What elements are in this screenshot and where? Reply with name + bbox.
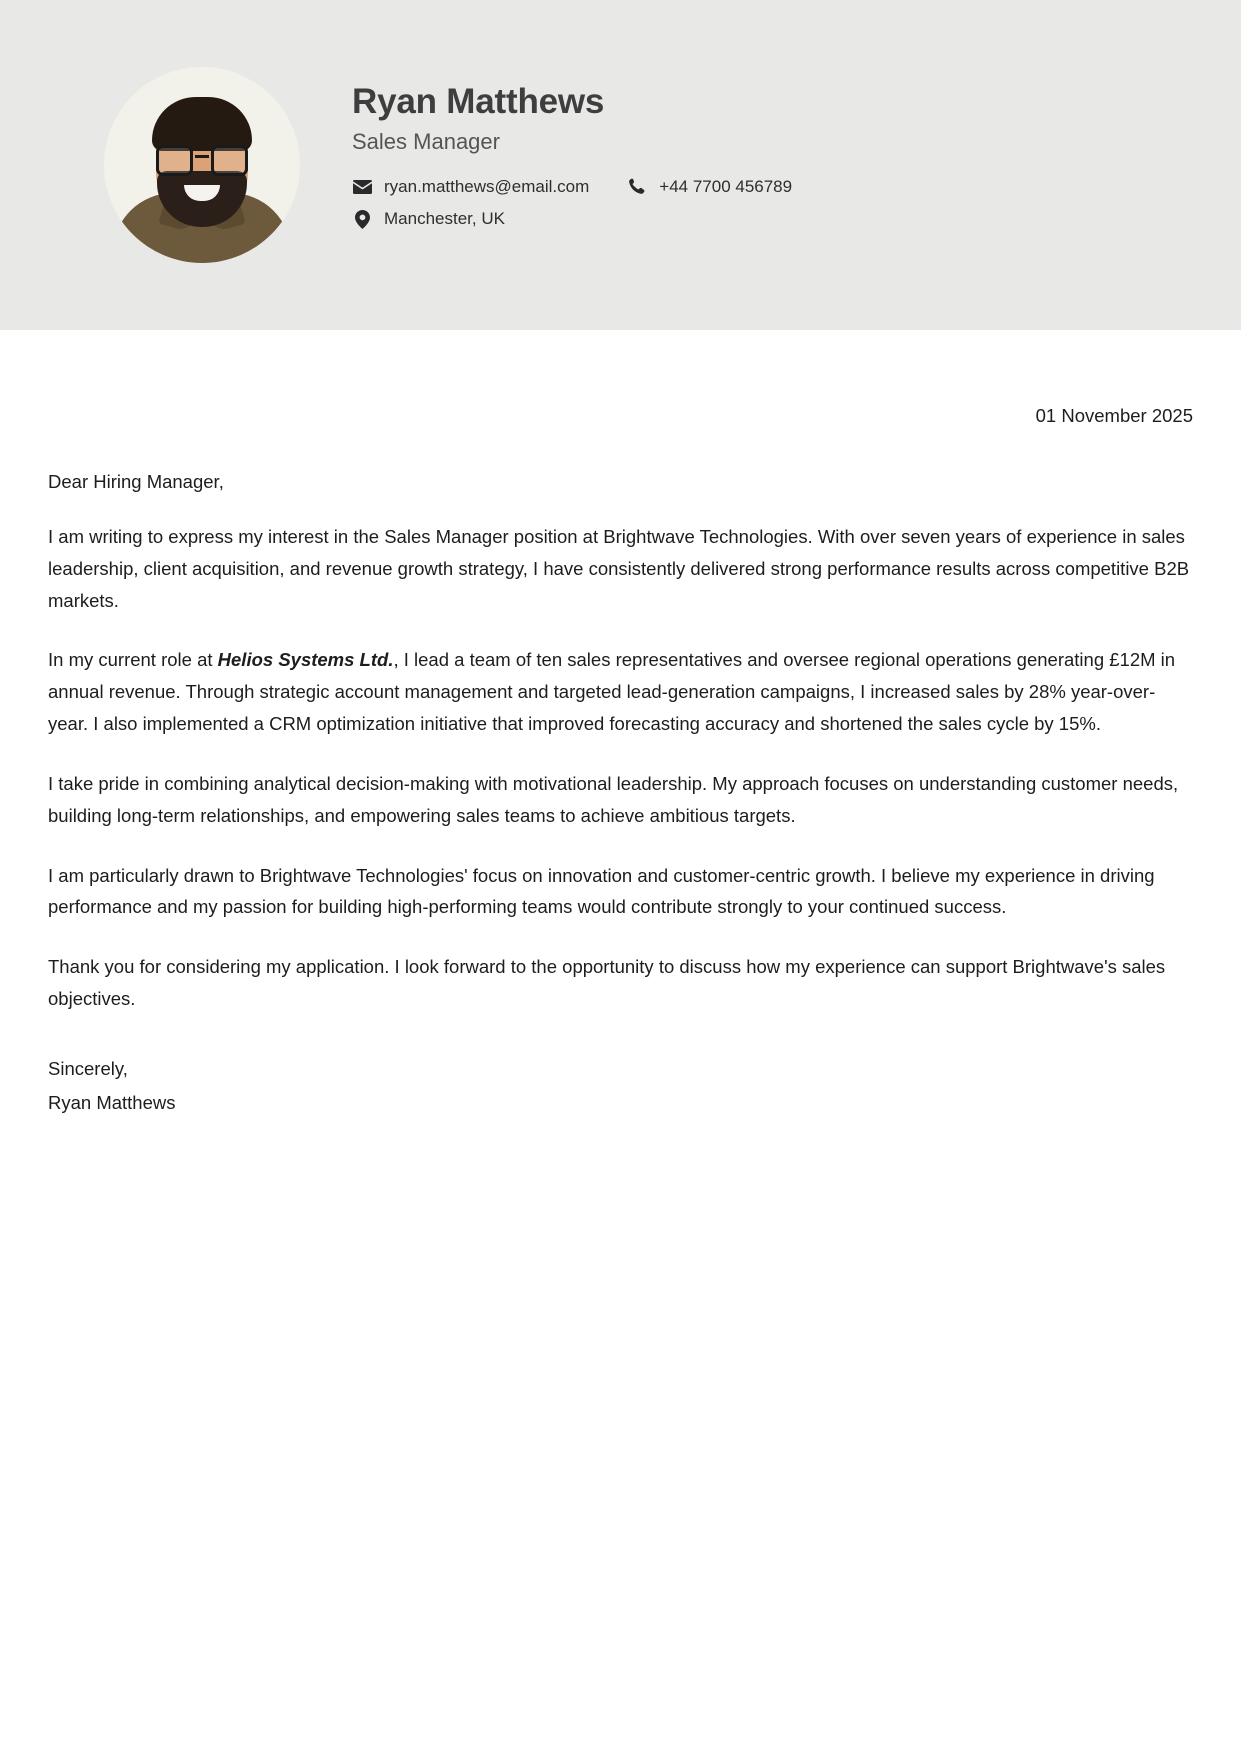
contact-details xyxy=(352,177,792,229)
letter-date: 01 November 2025 xyxy=(1035,405,1193,426)
avatar-glasses-bridge xyxy=(195,155,209,158)
candidate-name: Ryan Matthews xyxy=(352,81,605,121)
paragraph-2-company: Helios Systems Ltd. xyxy=(217,649,394,671)
contact-location-text: Manchester, UK xyxy=(384,209,505,229)
avatar-glasses-right xyxy=(211,145,248,176)
candidate-job-title: Sales Manager xyxy=(352,129,500,155)
letter-paragraph-1: I am writing to express my interest in the Sales Manager position at Brightwave Technologies. With over seven years of experience in sales leadership, client acquisition, and revenue growth strategy, I have consistently delivered strong performance results across competitive B2B markets. xyxy=(48,526,1190,611)
contact-phone[interactable] xyxy=(627,177,792,197)
paragraph-2-lead: In my current role at xyxy=(48,649,218,671)
letter-closing xyxy=(48,1053,1193,1119)
envelope-icon xyxy=(352,178,373,197)
avatar xyxy=(104,67,300,263)
letter-sign-off: Sincerely, xyxy=(48,1057,128,1079)
paragraph-2-rest: , I lead a team of ten sales representatives and oversee regional operations generating £12M in annual revenue. Through strategic account management and targeted lead-generation campaigns, I increased sales by 28% year-over-year. I also implemented a CRM optimization initiative that improved forecasting accuracy and shortened the sales cycle by 15%. xyxy=(48,649,1176,735)
contact-phone-text: +44 7700 456789 xyxy=(659,177,793,197)
letter-header xyxy=(0,0,1241,330)
letter-paragraph-5: Thank you for considering my application. I look forward to the opportunity to discuss how my experience can support Brightwave's sales objectives. xyxy=(48,956,1166,1009)
phone-icon xyxy=(627,178,648,197)
letter-paragraph-4: I am particularly drawn to Brightwave Technologies' focus on innovation and customer-centric growth. I believe my experience in driving performance and my passion for building high-performing teams would contribute strongly to your continued success. xyxy=(48,864,1155,918)
letter-body xyxy=(0,405,1241,1118)
contact-location xyxy=(352,209,505,229)
letter-salutation: Dear Hiring Manager, xyxy=(48,471,224,492)
contact-email-text: ryan.matthews@email.com xyxy=(384,177,590,197)
header-text-block xyxy=(352,83,792,248)
avatar-glasses-left xyxy=(156,145,193,176)
contact-row-secondary xyxy=(352,209,792,229)
contact-email[interactable] xyxy=(352,177,589,197)
contact-row-primary xyxy=(352,177,792,197)
letter-paragraph-3: I take pride in combining analytical decision-making with motivational leadership. My approach focuses on understanding customer needs, building long-term relationships, and empowering sales teams to achieve ambitious targets. xyxy=(48,772,1179,826)
letter-paragraph-2 xyxy=(48,644,1193,739)
letter-signature-name: Ryan Matthews xyxy=(48,1091,176,1113)
map-pin-icon xyxy=(352,210,373,229)
